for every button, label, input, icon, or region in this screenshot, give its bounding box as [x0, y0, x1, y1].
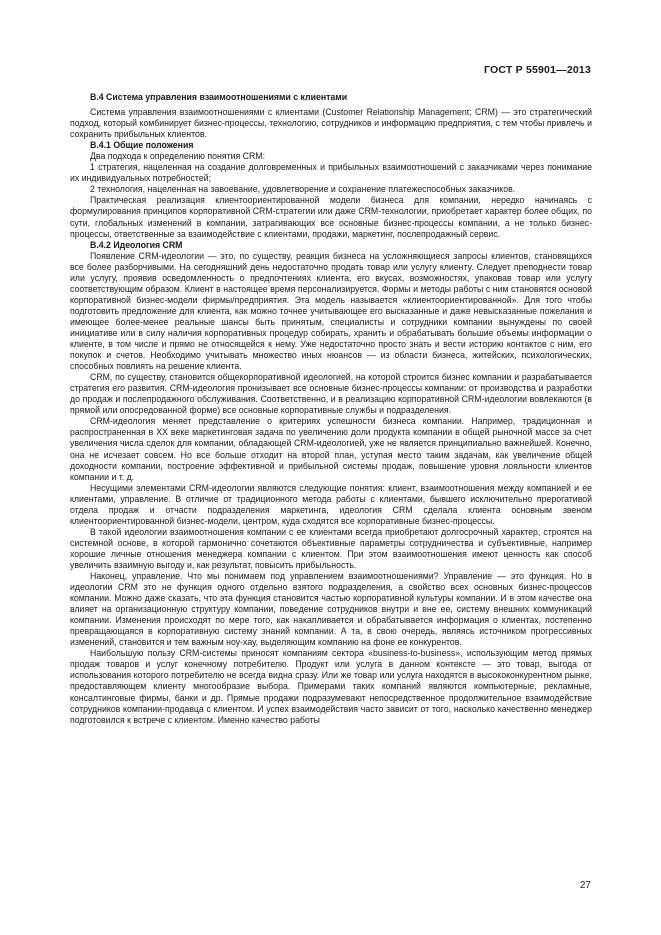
paragraph: Несущими элементами CRM-идеологии являются следующие понятия: клиент, взаимоотношения между компанией и ее клиентами, управление. В отличие от традиционного метода работы с клиентами, бывшего исключительно прерогативой отдела продаж и отчасти подразделения маркетинга, идеология CRM сделала клиента основным звеном клиентоориентированной бизнес-модели, центром, куда сходятся все корпоративные бизнес-процессы.: [70, 482, 592, 526]
standard-header: ГОСТ Р 55901—2013: [483, 64, 591, 76]
section-heading-b41: В.4.1 Общие положения: [90, 140, 194, 151]
paragraph: Два подхода к определению понятия CRM:: [90, 151, 266, 162]
paragraph: Наконец, управление. Что мы понимаем под управлением взаимоотношениями? Управление — это функция. Но в идеологии CRM это не функция одного отдельно взятого подразделения, а свойство всех основных бизнес-процессов компании. Можно даже сказать, что эта функция становится частью корпоративной культуры компании. И в этом качестве она влияет на организационную структуру компании, поведение сотрудников внутри и вне ее, систему внешних коммуникаций компании. Изменения происходят по мере того, как накапливается и обрабатывается информация о клиентах, постепенно превращающаяся в корпоративную систему знаний компании. А та, в свою очередь, являясь источником прогрессивных изменений, становится и тем важным ноу-хау, выделяющим компанию на фоне ее конкурентов.: [70, 571, 592, 648]
paragraph: CRM-идеология меняет представление о критериях успешности бизнеса компании. Например, традиционная и распространенная в XX веке маркетинговая задача по увеличению доли продукта компании в общей рыночной массе за счет увеличения числа сделок для компании, обладающей CRM-идеологией, уже не является принципиально важнейшей. Конечно, она не исчезает совсем. Но все больше отходит на второй план, уступая место таким задачам, как увеличение общей доходности компании, построение эффективной и прибыльной системы продаж, повышение уровня лояльности клиентов компании и т. д.: [70, 416, 592, 482]
paragraph: Практическая реализация клиентоориентированной модели бизнеса для компании, нередко начинаясь с формулирования принципов корпоративной CRM-стратегии или даже CRM-технологии, приобретает характер более общих, по сути, глобальных изменений в компании, затрагивающих все основные бизнес-процессы компании, а не только бизнес-процессы, ответственные за взаимодействие с клиентами, продажи, маркетинг, послепродажный сервис.: [70, 195, 592, 239]
document-body: [70, 92, 592, 726]
paragraph-b4-intro: Система управления взаимоотношениями с клиентами (Customer Relationship Management; CRM) — это стратегический подход, который комбинирует бизнес-процессы, технологию, сотрудников и информацию предприятия, с тем чтобы привлечь и сохранить прибыльных клиентов.: [70, 107, 592, 140]
paragraph: Появление CRM-идеологии — это, по существу, реакция бизнеса на усложняющиеся запросы клиентов, становящихся все более разборчивыми. На сегодняшний день недостаточно продать товар или услугу клиенту. Следует преподнести товар или услугу, проявив осведомленность о предпочтениях клиента, его вкусах, возможностях, упаковав товар или услугу соответствующим образом. Клиент в настоящее время персонализируется. Формы и методы работы с ним становятся основой корпоративной бизнес-модели фирмы/предприятия. Эта модель называется «клиентоориентированной». Для того чтобы подготовить предложение для клиента, как можно точнее учитывающее его высказанные и даже невысказанные пожелания и имеющее более-менее реальные шансы быть принятым, специалисты и сотрудники компании вынуждены по своей инициативе или в силу наличия корпоративных процедур собирать, хранить и обрабатывать большие объемы информации о клиенте, в том числе и прямо не относящейся к нему. Уже недостаточно просто знать и вести историю контактов с ним, его покупок и счетов. Необходимо учитывать множество иных нюансов — из области бизнеса, житейских, психологических, способных повлиять на решение клиента.: [70, 250, 592, 372]
list-item: 1 стратегия, нацеленная на создание долговременных и прибыльных взаимоотношений с заказчиками через понимание их индивидуальных потребностей;: [70, 162, 592, 184]
section-heading-b4: В.4 Система управления взаимоотношениями с клиентами: [90, 92, 348, 102]
paragraph: В такой идеологии взаимоотношения компании с ее клиентами всегда приобретают долгосрочный характер, строятся на системной основе, в которой гармонично сочетаются объективные параметры сотрудничества и субъективные, например хорошие личные отношения менеджера компании с клиентом. При этом взаимоотношения имеют ценность как способ увеличить взаимную выгоду и, как результат, повысить прибыльность.: [70, 526, 592, 570]
paragraph: Наибольшую пользу CRM-системы приносят компаниям сектора «business-to-business», использующим метод прямых продаж товаров и услуг конечному потребителю. Продукт или услуга в данном контексте — это товар, выгода от использования которого потребителю не всегда видна сразу. Или же товар или услуга находятся в высококонкурентном рынке, предоставляющем клиенту многообразие выбора. Примерами таких компаний являются компьютерные, рекламные, консалтинговые фирмы, банки и др. Прямые продажи подразумевают непосредственное продолжительное взаимодействие сотрудников компании-продавца с клиентом. И успех взаимодействия часто зависит от того, насколько качественно менеджер подготовился к встрече с клиентом. Именно качество работы: [70, 648, 592, 725]
list-item: 2 технология, нацеленная на завоевание, удовлетворение и сохранение платежеспособных заказчиков.: [90, 184, 516, 195]
section-heading-b42: В.4.2 Идеология CRM: [90, 239, 183, 250]
paragraph: CRM, по существу, становится общекорпоративной идеологией, на которой строится бизнес компании и разрабатывается стратегия его развития. CRM-идеология пронизывает все основные бизнес-процессы компании: от производства и разработки до продаж и послепродажного обслуживания. Соответственно, и в реализацию корпоративной CRM-идеологии вовлекаются (в прямой или опосредованной форме) все основные корпоративные службы и подразделения.: [70, 372, 592, 416]
page-number: 27: [579, 880, 591, 891]
